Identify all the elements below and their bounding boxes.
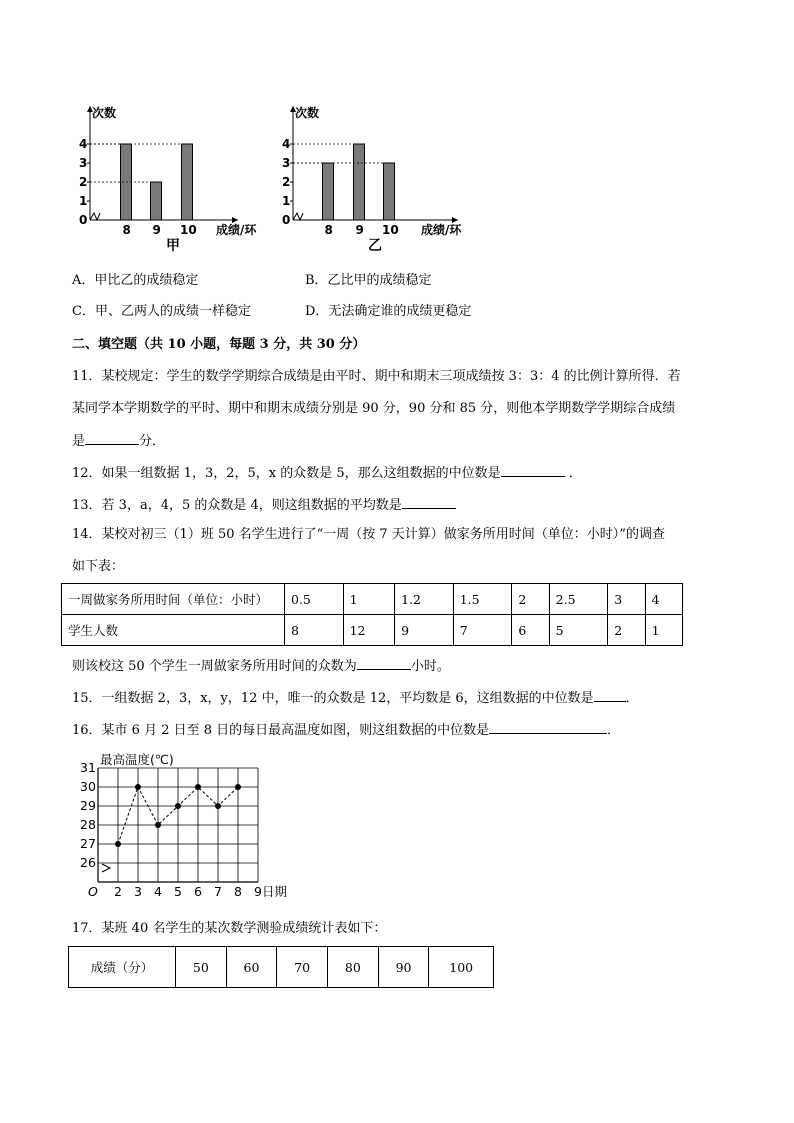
- q16-post: ．: [607, 723, 621, 738]
- q12-text: 12．如果一组数据 1，3，2，5，x 的众数是 5，那么这组数据的中位数是: [72, 466, 501, 481]
- x-axis-label: 成绩/环: [216, 223, 257, 237]
- table-row: [62, 615, 683, 646]
- x-tick-label: 9: [355, 223, 364, 237]
- q14-after-post: 小时。: [410, 659, 450, 674]
- table-cell: 2.5: [549, 584, 608, 615]
- table-cell: 80: [328, 947, 379, 988]
- table-cell: 6: [512, 615, 549, 646]
- y-tick-label: 2: [79, 175, 88, 189]
- bar: [323, 163, 334, 220]
- table-cell: 7: [453, 615, 512, 646]
- y-tick-label: 27: [80, 836, 96, 851]
- q16-text: 16．某市 6 月 2 日至 8 日的每日最高温度如图，则这组数据的中位数是: [72, 723, 490, 738]
- answer-blank[interactable]: [402, 494, 456, 509]
- table-cell: 9: [395, 615, 454, 646]
- y-tick-label: 26: [80, 855, 96, 870]
- table-header-cell: 一周做家务所用时间（单位：小时）: [62, 584, 285, 615]
- answer-blank[interactable]: [489, 719, 607, 734]
- x-tick-label: 3: [134, 884, 142, 899]
- q13: [72, 494, 456, 515]
- table-row: [69, 947, 494, 988]
- y-axis-label: 次数: [295, 106, 320, 120]
- bar: [354, 144, 365, 220]
- chart-title: 甲: [166, 238, 180, 254]
- x-tick-label: 9: [152, 223, 161, 237]
- x-tick-label: 5: [174, 884, 182, 899]
- chart-title: 乙: [368, 238, 382, 254]
- y-axis-label: 最高温度(℃): [100, 752, 174, 767]
- answer-blank[interactable]: [594, 687, 626, 702]
- data-point: [115, 841, 121, 847]
- q15-post: ．: [625, 691, 639, 706]
- y-tick-label: 31: [80, 760, 96, 775]
- temperature-line-chart: [76, 748, 306, 903]
- y-tick-label: 3: [282, 156, 291, 170]
- x-tick-label: 7: [214, 884, 222, 899]
- section-title: 二、填空题（共 10 小题，每题 3 分，共 30 分）: [72, 337, 366, 352]
- table-cell: 12: [343, 615, 395, 646]
- y-tick-label: 29: [80, 798, 96, 813]
- y-tick-label: 0: [79, 213, 88, 227]
- table-cell: 60: [226, 947, 277, 988]
- q17-table: [68, 946, 494, 988]
- bar-chart-yi: [273, 98, 483, 260]
- x-axis-label: 日期: [262, 884, 288, 899]
- bar: [151, 182, 162, 220]
- x-tick-label: 2: [114, 884, 122, 899]
- y-tick-label: 30: [80, 779, 96, 794]
- table-cell: 3: [608, 584, 645, 615]
- table-cell: 1.5: [453, 584, 512, 615]
- q13-text: 13．若 3，a，4，5 的众数是 4，则这组数据的平均数是: [72, 498, 402, 513]
- q11-pre: 是: [72, 434, 86, 449]
- table-header-cell: 成绩（分）: [69, 947, 176, 988]
- x-axis-label: 成绩/环: [421, 223, 462, 237]
- q14-table: [61, 583, 683, 646]
- data-point: [195, 784, 201, 790]
- q12: [72, 462, 582, 483]
- table-row: [62, 584, 683, 615]
- data-point: [175, 803, 181, 809]
- y-tick-label: 0: [282, 213, 291, 227]
- table-cell: 2: [608, 615, 645, 646]
- q14-line1: 14．某校对初三（1）班 50 名学生进行了“一周（按 7 天计算）做家务所用时间（单位：小时）”的调查: [72, 527, 665, 542]
- table-cell: 0.5: [285, 584, 344, 615]
- table-header-cell: 学生人数: [62, 615, 285, 646]
- bar: [384, 163, 395, 220]
- table-cell: 5: [549, 615, 608, 646]
- y-tick-label: 4: [282, 137, 291, 151]
- data-point: [155, 822, 161, 828]
- table-cell: 50: [176, 947, 227, 988]
- q14-after-text: 则该校这 50 个学生一周做家务所用时间的众数为: [72, 659, 357, 674]
- q12-post: ．: [568, 466, 582, 481]
- x-tick-label: 8: [234, 884, 242, 899]
- table-cell: 2: [512, 584, 549, 615]
- y-tick-label: 28: [80, 817, 96, 832]
- answer-blank[interactable]: [85, 430, 139, 445]
- y-tick-label: 4: [79, 137, 88, 151]
- data-point: [235, 784, 241, 790]
- q15-text: 15．一组数据 2，3，x，y，12 中，唯一的众数是 12，平均数是 6，这组数据的中位数是: [72, 691, 594, 706]
- table-cell: 8: [285, 615, 344, 646]
- answer-blank[interactable]: [357, 655, 411, 670]
- y-tick-label: 1: [79, 194, 88, 208]
- q17-text: 17．某班 40 名学生的某次数学测验成绩统计表如下：: [72, 921, 387, 936]
- x-tick-label: 8: [324, 223, 333, 237]
- table-cell: 1: [645, 615, 682, 646]
- x-tick-label: 10: [180, 223, 197, 237]
- q11-line3: [72, 430, 165, 451]
- x-tick-label: 9: [254, 884, 262, 899]
- table-cell: 1: [343, 584, 395, 615]
- option-b: B．乙比甲的成绩稳定: [305, 273, 432, 288]
- q11-line2: 某同学本学期数学的平时、期中和期末成绩分别是 90 分，90 分和 85 分，则他本学期数学学期综合成绩: [72, 401, 676, 416]
- q11-line1: 11．某校规定：学生的数学学期综合成绩是由平时、期中和期末三项成绩按 3：3：4 的比例计算所得．若: [72, 369, 681, 384]
- x-tick-label: 4: [154, 884, 162, 899]
- answer-blank[interactable]: [501, 462, 565, 477]
- q14-line2: 如下表：: [72, 559, 125, 574]
- data-point: [215, 803, 221, 809]
- q11-post: 分．: [139, 434, 166, 449]
- x-tick-label: 10: [382, 223, 399, 237]
- x-tick-label: 8: [122, 223, 131, 237]
- origin-label: O: [88, 884, 98, 899]
- q15: [72, 687, 639, 708]
- q14-after: [72, 655, 450, 676]
- bar-chart-jia: [70, 98, 280, 260]
- table-cell: 90: [378, 947, 429, 988]
- table-cell: 70: [277, 947, 328, 988]
- y-axis-label: 次数: [92, 106, 117, 120]
- option-c: C．甲、乙两人的成绩一样稳定: [72, 304, 251, 319]
- option-a: A．甲比乙的成绩稳定: [72, 273, 199, 288]
- table-cell: 100: [429, 947, 494, 988]
- y-tick-label: 1: [282, 194, 291, 208]
- q16: [72, 719, 620, 740]
- y-tick-label: 3: [79, 156, 88, 170]
- option-d: D．无法确定谁的成绩更稳定: [305, 304, 472, 319]
- table-cell: 4: [645, 584, 682, 615]
- data-point: [135, 784, 141, 790]
- x-tick-label: 6: [194, 884, 202, 899]
- bar: [182, 144, 193, 220]
- y-tick-label: 2: [282, 175, 291, 189]
- table-cell: 1.2: [395, 584, 454, 615]
